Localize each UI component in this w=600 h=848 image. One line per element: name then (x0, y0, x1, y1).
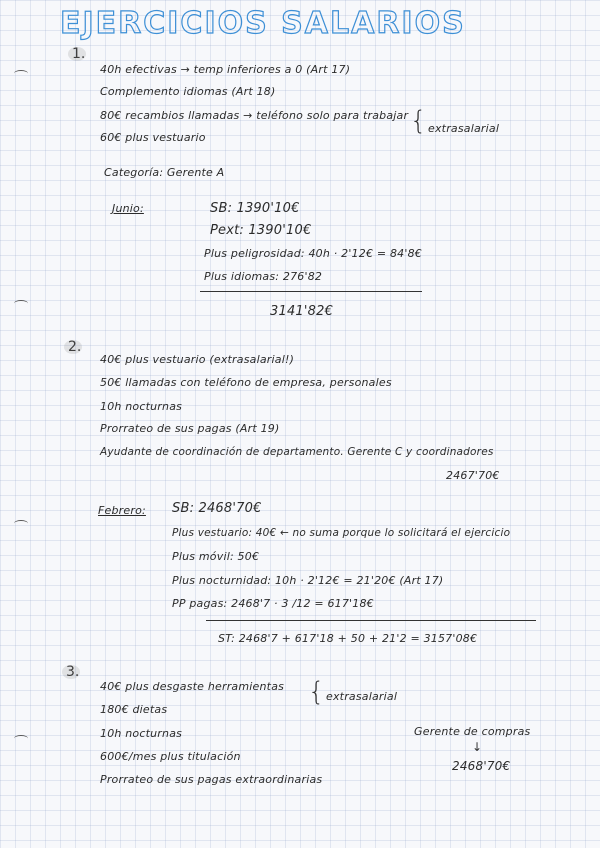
ex3-line: 40€ plus desgaste herramientas (100, 680, 285, 693)
down-arrow-icon: ↓ (472, 740, 483, 754)
ex2-calc: Plus vestuario: 40€ ← no suma porque lo solicitará el ejercicio (172, 527, 511, 539)
sum-line (206, 620, 536, 621)
ex1-line: 60€ plus vestuario (100, 131, 206, 144)
sum-line (200, 291, 422, 292)
ex1-calc: Plus idiomas: 276'82 (204, 270, 323, 283)
ex2-calc: Plus móvil: 50€ (172, 550, 260, 563)
brace: { (410, 106, 427, 136)
ex1-line: Complemento idiomas (Art 18) (100, 85, 276, 98)
ex3-extrasalarial: extrasalarial (326, 690, 398, 703)
ex2-base-value: 2467'70€ (446, 469, 500, 482)
ex1-extrasalarial: extrasalarial (428, 122, 500, 135)
margin-mark (14, 520, 28, 527)
ex3-line: 600€/mes plus titulación (100, 750, 241, 763)
ex2-month: Febrero: (98, 504, 146, 517)
brace: { (308, 677, 325, 707)
margin-mark (14, 735, 28, 742)
ex3-line: 10h nocturnas (100, 727, 183, 740)
page-title: EJERCICIOS SALARIOS (60, 6, 466, 41)
ex1-calc: Plus peligrosidad: 40h · 2'12€ = 84'8€ (204, 247, 422, 260)
ex2-line: 40€ plus vestuario (extrasalarial!) (100, 353, 295, 366)
ex3-line: 180€ dietas (100, 703, 168, 716)
ex1-month: Junio: (112, 202, 144, 215)
ex3-category: Gerente de compras (414, 725, 531, 738)
ex1-calc: Pext: 1390'10€ (210, 223, 312, 238)
ex2-line: Ayudante de coordinación de departamento. Gerente C y coordinadores (100, 446, 494, 458)
ex3-line: Prorrateo de sus pagas extraordinarias (100, 773, 323, 786)
ex1-line: 80€ recambios llamadas → teléfono solo para trabajar (100, 109, 409, 122)
exercise-3-number: 3. (66, 664, 79, 680)
margin-mark (14, 300, 28, 307)
ex1-categoria: Categoría: Gerente A (104, 166, 225, 179)
ex3-value: 2468'70€ (452, 759, 511, 773)
exercise-2-number: 2. (68, 339, 81, 355)
ex1-total: 3141'82€ (270, 304, 334, 319)
ex2-calc: SB: 2468'70€ (172, 501, 262, 516)
ex2-calc: PP pagas: 2468'7 · 3 /12 = 617'18€ (172, 597, 374, 610)
ex2-line: 10h nocturnas (100, 400, 183, 413)
exercise-1-number: 1. (72, 46, 85, 62)
ex2-total: ST: 2468'7 + 617'18 + 50 + 21'2 = 3157'08€ (218, 632, 478, 645)
ex2-line: Prorrateo de sus pagas (Art 19) (100, 422, 280, 435)
ex1-calc: SB: 1390'10€ (210, 201, 300, 216)
ex2-calc: Plus nocturnidad: 10h · 2'12€ = 21'20€ (Art 17) (172, 574, 444, 587)
margin-mark (14, 70, 28, 77)
ex2-line: 50€ llamadas con teléfono de empresa, personales (100, 376, 392, 389)
ex1-line: 40h efectivas → temp inferiores a 0 (Art 17) (100, 63, 351, 76)
